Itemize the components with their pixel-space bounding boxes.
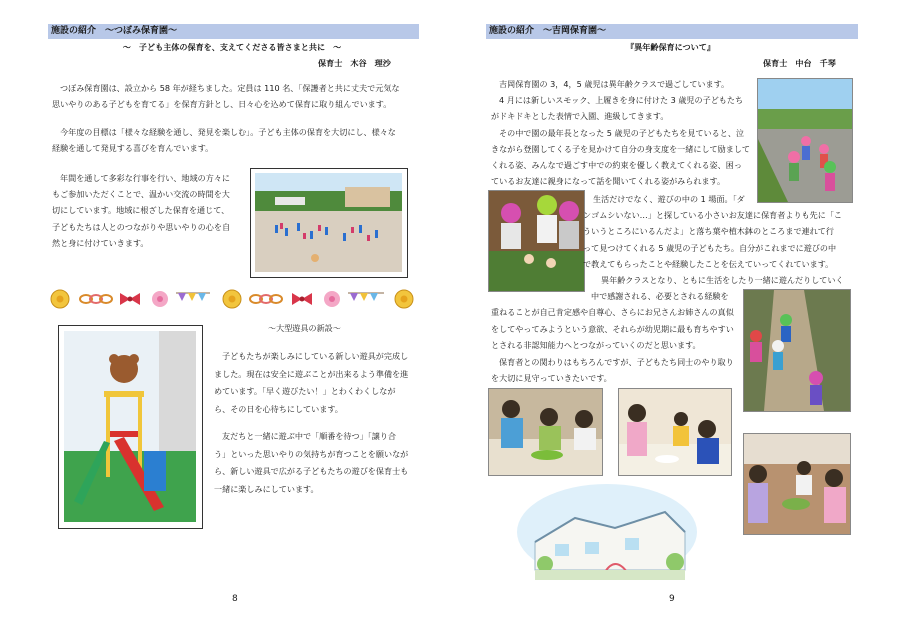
article-title: 『異年齢保育について』 — [626, 42, 715, 52]
author-name: 保育士 木谷 理沙 — [318, 58, 391, 68]
section-header: 施設の紹介 〜吉岡保育園〜 — [486, 24, 858, 39]
text-line: 友だちと一緒に遊ぶ中で「順番を待つ」「譲り合 — [222, 431, 397, 441]
paragraph-goal — [52, 125, 396, 156]
bunting-icon — [176, 293, 210, 301]
text-line: とされる非認知能力へとつながっていくのだと思います。 — [491, 340, 701, 351]
page-number: 9 — [669, 594, 675, 604]
text-line: ンゴムシいない…」と探している小さいお友達に保育者よりも先に「こ — [583, 210, 843, 221]
subtitle: 〜 子ども主体の保育を、支えてくださる皆さまと共に 〜 — [122, 42, 342, 52]
paragraph-play — [491, 191, 844, 288]
sports-day-photo — [255, 173, 402, 272]
section-title: 〜大型遊具の新設〜 — [268, 323, 341, 333]
ribbon-icon — [120, 293, 140, 305]
outdoor-path-photo — [743, 289, 851, 412]
text-line: をしてやってみようという意欲、それらが幼児期に最も育ちやすい — [491, 323, 734, 334]
text-line: 思いやりのある子どもを育てる」を保育方針とし、日々心を込めて保育に取り組んでいます。 — [52, 98, 392, 109]
text-line: つぼみ保育園は、設立から 58 年が経ちました。定員は 110 名、「保護者と共に丈夫で元気な — [60, 83, 400, 93]
text-line: 生活だけでなく、遊びの中の 1 場面。「ダ — [593, 194, 745, 204]
text-line: ました。現在は安全に遊ぶことが出来るよう準備を進 — [214, 368, 409, 379]
bunting-icon — [348, 293, 384, 301]
text-line: 重ねることが自己肯定感や自尊心、さらにお兄さんお姉さんの真似 — [491, 307, 734, 318]
text-line: って見つけてくれる 5 歳児の子どもたち。自分がこれまでに遊びの中 — [583, 242, 837, 253]
ribbon-icon — [292, 293, 312, 305]
snack-table-photo — [488, 388, 603, 476]
text-line: 年間を通して多彩な行事を行い、地域の方々に — [60, 173, 230, 183]
nursery-illustration — [515, 482, 699, 588]
photo-frame — [58, 325, 203, 529]
text-line: で教えてもらったことや経験したことを伝えていってくれています。 — [583, 258, 834, 269]
text-line: 中で感謝される、必要とされる経験を — [591, 291, 729, 301]
paragraph-sharing — [214, 428, 408, 498]
text-line: 子どもたちが楽しみにしている新しい遊具が完成し — [222, 351, 409, 361]
paragraph-events — [52, 170, 230, 251]
text-line: 然と身に付けていきます。 — [52, 237, 149, 248]
flower-icon — [395, 290, 413, 308]
flower-icon — [51, 290, 69, 308]
pink-flower-icon — [324, 291, 340, 307]
text-line: くれる姿、みんなで過ごす中での約束を優しく教えてくれる姿、困っ — [491, 160, 742, 171]
pink-flower-icon — [152, 291, 168, 307]
text-line: 子どもたちは人とのつながりや思いやりの心を自 — [52, 221, 231, 232]
paragraph-intro — [52, 81, 400, 112]
cooking-activity-photo — [743, 433, 851, 535]
walking-children-photo — [757, 78, 853, 203]
author-name: 保育士 中台 千琴 — [763, 58, 836, 68]
text-line: ら、その日を心待ちにしています。 — [214, 403, 343, 414]
text-line: きながら登園してくる子を見かけて自分の身支度を一緒にして励まして — [491, 143, 751, 154]
text-line: 今年度の目標は「様々な経験を通し、発見を楽しむ」。子ども主体の保育を大切にし、様々な — [60, 127, 396, 137]
text-line: ら、新しい遊具で広がる子どもたちの遊びを保育士も — [214, 466, 409, 477]
text-line: 切にしています。地域に根ざした保育を通じて、 — [52, 205, 230, 216]
page-number: 8 — [232, 594, 238, 604]
text-line: ういうところにいるんだよ」と落ち葉や植木鉢のところまで連れて行 — [583, 226, 834, 237]
chain-icon — [80, 295, 112, 303]
text-line: 一緒に楽しみにしています。 — [214, 483, 319, 494]
text-line: 4 月には新しいスモック、上履きを身に付けた 3 歳児の子どもたち — [499, 95, 744, 106]
paragraph-growth — [491, 288, 734, 386]
paragraph-new-equipment — [214, 348, 408, 418]
text-line: 保育者との関わりはもちろんですが、子どもたち同士のやり取り — [499, 356, 734, 367]
text-line: 経験を通して発見する喜びを育んでいます。 — [52, 142, 214, 153]
page-9 — [455, 0, 910, 644]
text-line: その中で園の最年長となった 5 歳児の子どもたちを見ていると、泣 — [499, 127, 745, 138]
paragraph-intro — [491, 76, 750, 189]
text-line: めています。「早く遊びたい！」とわくわくしなが — [214, 386, 396, 397]
flower-icon — [223, 290, 241, 308]
lunch-photo — [618, 388, 732, 476]
section-header: 施設の紹介 〜つぼみ保育園〜 — [48, 24, 419, 39]
text-line: もご参加いただくことで、温かい交流の時間を大 — [52, 189, 230, 200]
text-line: 吉岡保育園の 3，4，5 歳児は異年齢クラスで過ごしています。 — [499, 79, 730, 89]
garland-decoration — [48, 287, 418, 311]
playground-equipment-photo — [64, 331, 196, 522]
chain-icon — [250, 295, 282, 303]
text-line: ているお友達に親身になって話を聞いてくれる姿がみられます。 — [491, 176, 726, 187]
text-line: がドキドキとした表情で入園、進級してきます。 — [491, 111, 669, 122]
text-line: を大切に見守っていきたいです。 — [491, 373, 612, 384]
text-line: 異年齢クラスとなり、ともに生活をしたり一緒に遊んだりしていく — [601, 275, 844, 286]
photo-frame — [250, 168, 408, 278]
text-line: う」といった思いやりの気持ちが育つことを願いなが — [214, 448, 409, 459]
